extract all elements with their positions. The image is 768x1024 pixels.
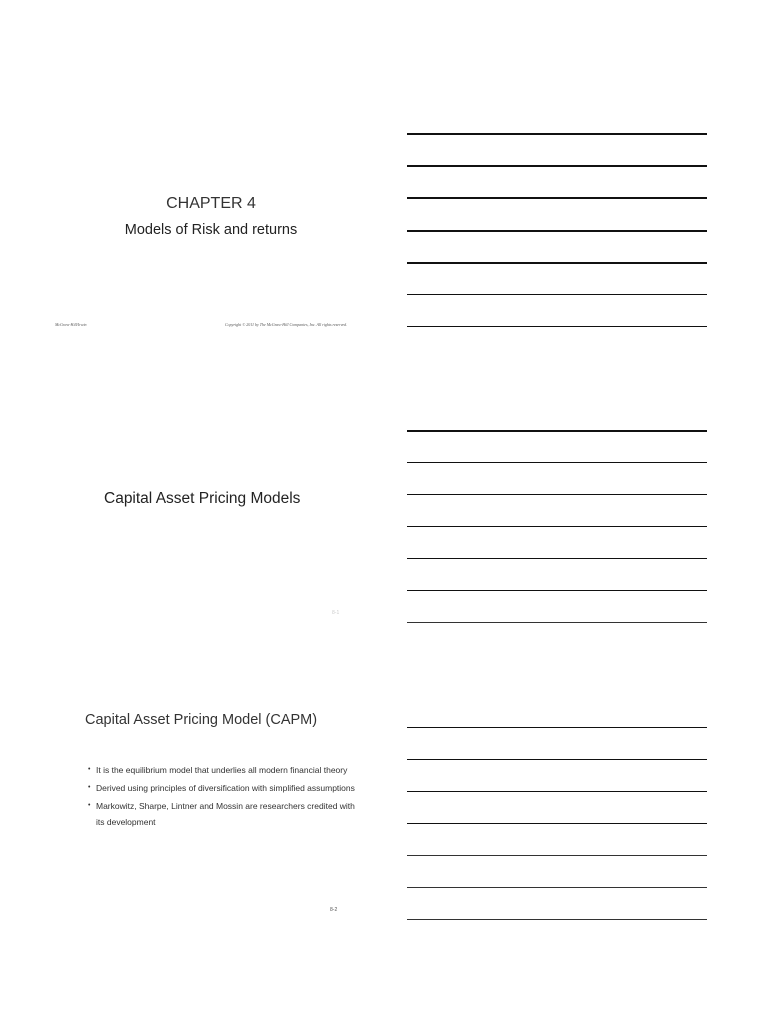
slide-title: Capital Asset Pricing Model (CAPM) xyxy=(85,712,318,728)
slide-capm-definition xyxy=(50,700,360,930)
note-line xyxy=(407,759,707,760)
chapter-heading: CHAPTER 4 xyxy=(166,195,256,212)
copyright-footer: Copyright © 2011 by The McGraw-Hill Companies, Inc. All rights reserved. xyxy=(225,322,348,327)
section-title: Capital Asset Pricing Models xyxy=(104,490,301,507)
bullet-item: • Markowitz, Sharpe, Lintner and Mossin are researchers credited with its development xyxy=(88,798,358,830)
note-line xyxy=(407,294,707,295)
note-line xyxy=(407,494,707,495)
note-line xyxy=(407,326,707,327)
note-line xyxy=(407,462,707,463)
publisher-footer: McGraw-Hill/Irwin xyxy=(55,322,87,327)
note-line xyxy=(407,197,707,199)
slide-chapter-title xyxy=(50,110,360,340)
note-line xyxy=(407,622,707,623)
note-line xyxy=(407,727,707,728)
bullet-item: • It is the equilibrium model that underlies all modern financial theory xyxy=(88,762,358,778)
chapter-subtitle: Models of Risk and returns xyxy=(124,222,298,238)
note-line xyxy=(407,133,707,135)
note-line xyxy=(407,791,707,792)
slide-capm-section xyxy=(50,410,360,630)
note-line xyxy=(407,887,707,888)
bullet-item: • Derived using principles of diversification with simplified assumptions xyxy=(88,780,358,796)
note-line xyxy=(407,590,707,591)
note-line xyxy=(407,823,707,824)
note-line xyxy=(407,165,707,167)
bullet-list xyxy=(88,762,358,832)
note-line xyxy=(407,919,707,920)
note-line xyxy=(407,526,707,527)
note-line xyxy=(407,430,707,432)
note-line xyxy=(407,558,707,559)
note-line xyxy=(407,262,707,264)
page-number: 8-2 xyxy=(330,907,338,913)
page-number: 8-1 xyxy=(332,610,340,616)
note-line xyxy=(407,855,707,856)
note-line xyxy=(407,230,707,232)
